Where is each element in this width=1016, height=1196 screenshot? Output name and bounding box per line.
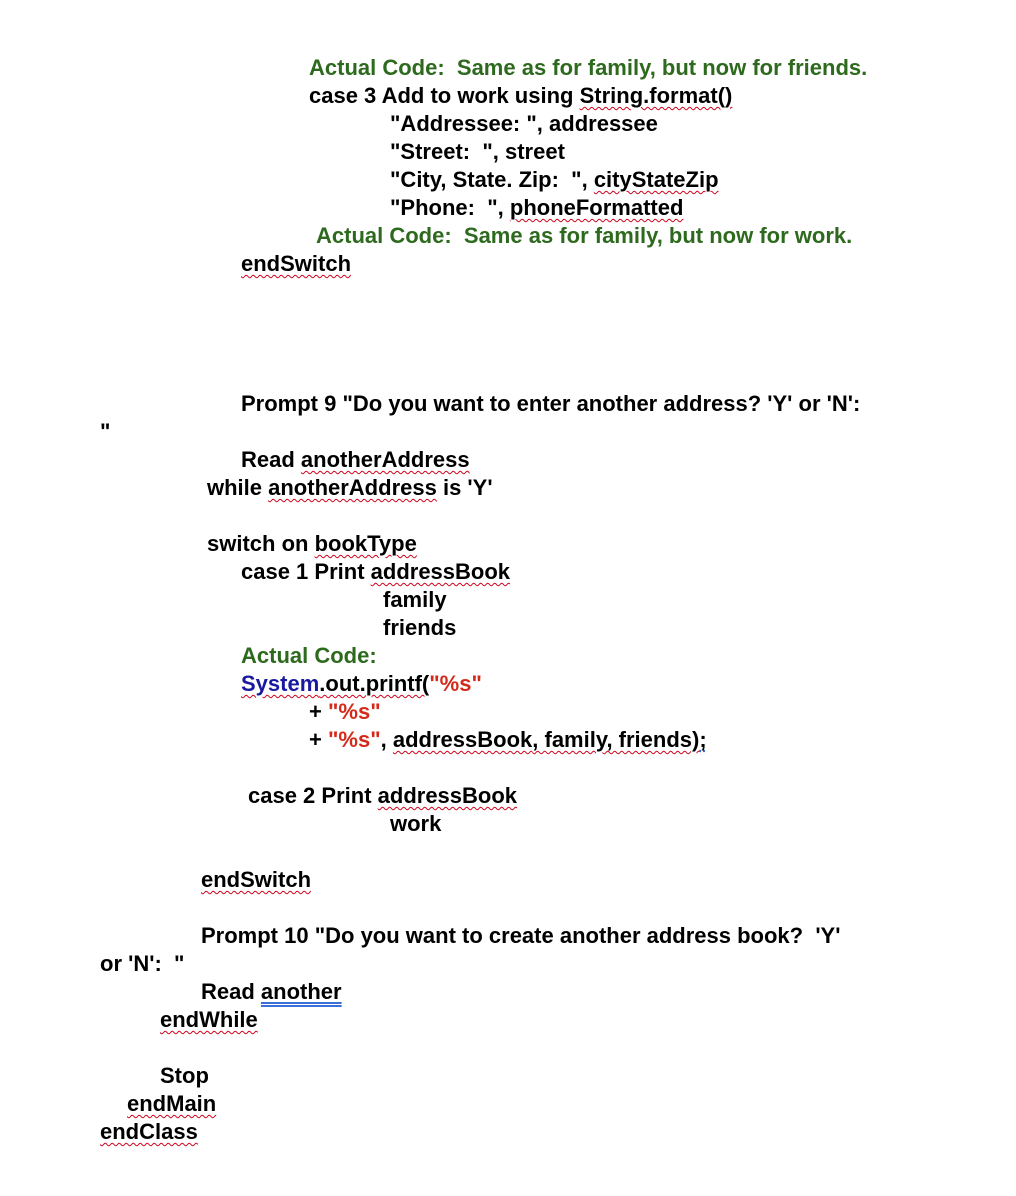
stop: Stop xyxy=(160,1063,209,1088)
work-line: work xyxy=(390,811,442,836)
addressee-line xyxy=(390,110,658,138)
printf-addressbook-arg: addressBook xyxy=(392,727,533,752)
actual-code-label: Actual Code: xyxy=(241,643,377,668)
addressee-string: "Addressee: ", xyxy=(390,111,550,136)
format-string-3: "%s" xyxy=(327,727,381,752)
citystatezip-var: cityStateZip xyxy=(593,167,719,192)
printf-call: .out.printf( xyxy=(319,671,430,696)
while-keyword: while xyxy=(207,475,269,500)
format-string-2: "%s" xyxy=(327,699,381,724)
city-line xyxy=(390,166,719,194)
case-2-line xyxy=(248,782,517,810)
printf-args xyxy=(393,727,699,752)
system-class: System xyxy=(241,671,320,696)
semicolon: ; xyxy=(699,727,707,752)
prompt-9-line: Prompt 9 "Do you want to enter another address? 'Y' or 'N': xyxy=(241,391,861,416)
another-address-var: anotherAddress xyxy=(300,447,470,472)
case-2-addressbook-var: addressBook xyxy=(377,783,518,808)
read-another-address-line xyxy=(241,446,470,474)
street-string: "Street: ", xyxy=(390,139,505,164)
addressee-var: addressee xyxy=(549,111,658,136)
case-1-text: case 1 Print xyxy=(241,559,371,584)
concat-line-2 xyxy=(309,726,707,754)
endclass: endClass xyxy=(100,1119,198,1144)
comma-separator: , xyxy=(380,727,393,752)
actual-code-comment-friends: Actual Code: Same as for family, but now for friends. xyxy=(309,55,868,80)
family-line: family xyxy=(383,587,447,612)
switch-line xyxy=(207,530,417,558)
case-3-text: case 3 Add to work using xyxy=(309,83,580,108)
phone-line xyxy=(390,194,683,222)
read-keyword: Read xyxy=(241,447,301,472)
string-format-call: String.format() xyxy=(579,83,733,108)
while-line xyxy=(207,474,493,502)
case-3-line xyxy=(309,82,732,110)
addressbook-var: addressBook xyxy=(370,559,511,584)
endswitch-inner: endSwitch xyxy=(241,251,352,276)
read-keyword-2: Read xyxy=(201,979,261,1004)
endswitch-outer: endSwitch xyxy=(201,867,312,892)
prompt-10-continuation: or 'N': " xyxy=(100,951,185,976)
prompt-10-line: Prompt 10 "Do you want to create another address book? 'Y' xyxy=(201,923,841,948)
printf-rest-args: , family, friends) xyxy=(532,727,700,752)
street-var: street xyxy=(505,139,565,164)
case-1-line xyxy=(241,558,510,586)
while-condition: is 'Y' xyxy=(436,475,493,500)
concat-line-1 xyxy=(309,698,381,726)
case-2-text: case 2 Print xyxy=(248,783,378,808)
plus-operator-1: + xyxy=(309,699,328,724)
printf-line xyxy=(241,670,482,698)
phone-string: "Phone: ", xyxy=(390,195,510,220)
plus-operator-2: + xyxy=(309,727,328,752)
read-another-line xyxy=(201,978,342,1006)
friends-line: friends xyxy=(383,615,457,640)
endwhile: endWhile xyxy=(160,1007,258,1032)
booktype-var: bookType xyxy=(314,531,417,556)
endmain: endMain xyxy=(127,1091,217,1116)
another-var: another xyxy=(260,979,342,1004)
street-line xyxy=(390,138,565,166)
while-var: anotherAddress xyxy=(268,475,437,500)
city-string: "City, State. Zip: ", xyxy=(390,167,594,192)
actual-code-comment-work: Actual Code: Same as for family, but now for work. xyxy=(316,223,853,248)
format-string-1: "%s" xyxy=(429,671,482,696)
switch-keyword: switch on xyxy=(207,531,315,556)
prompt-9-closing-quote: " xyxy=(100,419,111,444)
phoneformatted-var: phoneFormatted xyxy=(509,195,684,220)
